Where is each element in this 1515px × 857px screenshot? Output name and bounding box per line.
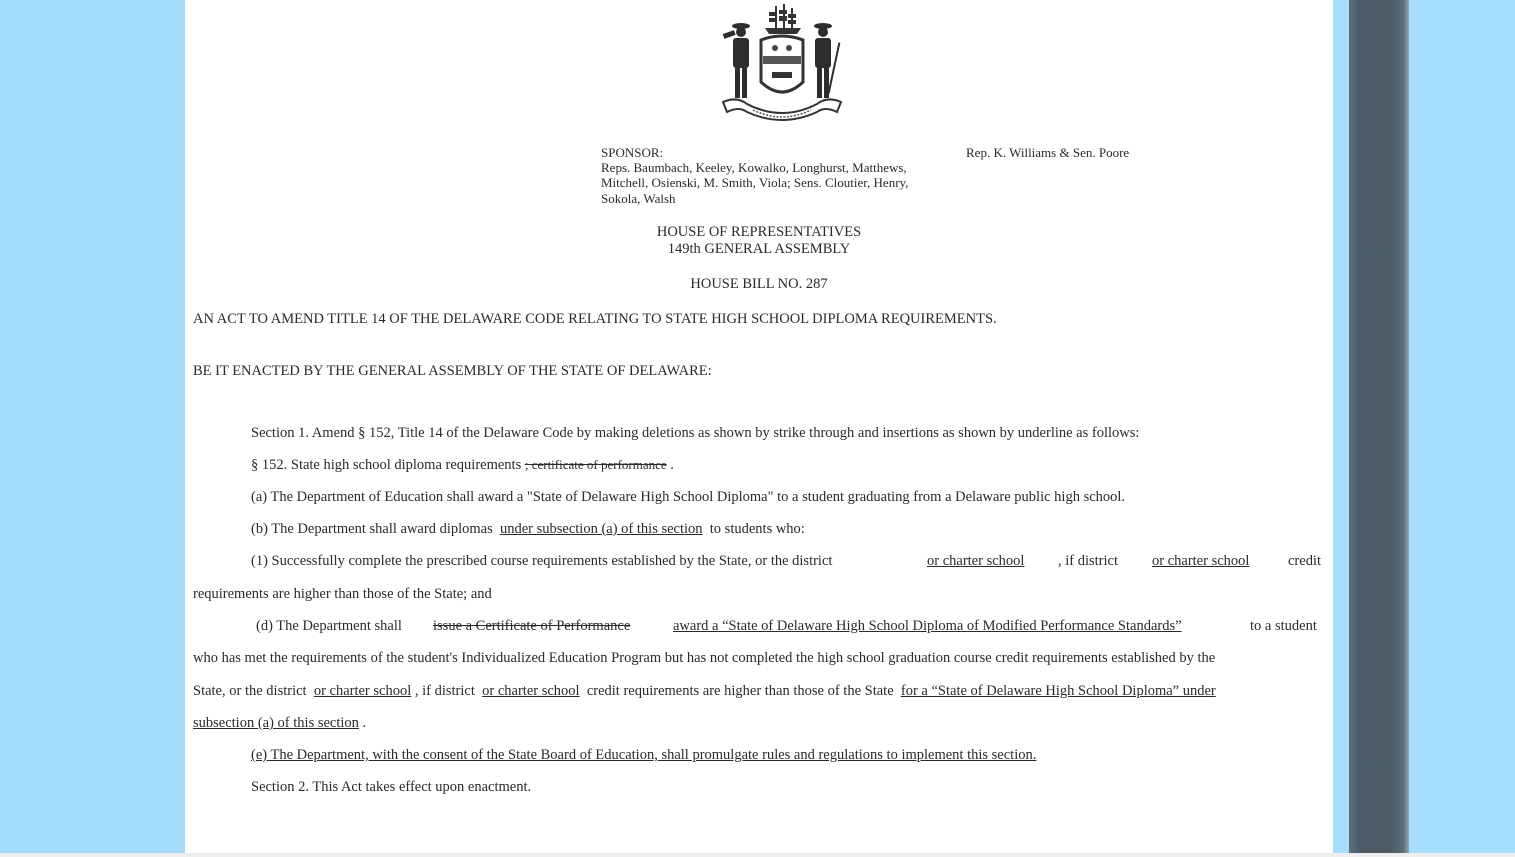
- d-line4-end: .: [362, 715, 367, 731]
- inserted-text: or charter school: [927, 553, 1025, 569]
- inserted-text: or charter school: [313, 683, 412, 699]
- bill-number: HOUSE BILL NO. 287: [690, 276, 828, 292]
- subsection-d-line2: who has met the requirements of the student's Individualized Education Program but has not completed the high school graduation course credit requirements established by the: [193, 650, 1216, 666]
- paragraph-1-line2: requirements are higher than those of the State; and: [193, 586, 492, 602]
- subsection-e: (e) The Department, with the consent of the State Board of Education, shall promulgate rules and regulations to implement this section.: [251, 747, 1037, 763]
- chamber-heading: HOUSE OF REPRESENTATIVES: [656, 224, 862, 240]
- enacting-clause: BE IT ENACTED BY THE GENERAL ASSEMBLY OF THE STATE OF DELAWARE:: [193, 363, 712, 379]
- p1-mid: , if district: [1058, 553, 1119, 569]
- paragraph-1-line1: [251, 553, 832, 569]
- inserted-text: subsection (a) of this section: [193, 715, 359, 731]
- subsection-b: [251, 521, 805, 537]
- document-page: [185, 0, 1333, 853]
- bottom-strip: [0, 853, 1515, 857]
- heading-text: § 152. State high school diploma requirements: [251, 457, 522, 473]
- background-left: [0, 0, 185, 853]
- subsection-d-line3: [193, 683, 1216, 699]
- assembly-heading: 149th GENERAL ASSEMBLY: [667, 241, 851, 257]
- section-heading: [251, 457, 674, 473]
- subsection-b-end: to students who:: [709, 521, 805, 537]
- subsection-b-start: (b) The Department shall award diplomas: [251, 521, 493, 537]
- subsection-d-start: (d) The Department shall: [256, 618, 402, 634]
- sponsor-block: [601, 145, 908, 206]
- d-line3-text: credit requirements are higher than those of the State: [586, 683, 894, 699]
- struck-text: issue a Certificate of Performance: [433, 618, 631, 634]
- subsection-d-line4: [193, 715, 366, 731]
- d-line3-text: , if district: [414, 683, 475, 699]
- primary-sponsors: Rep. K. Williams & Sen. Poore: [966, 145, 1130, 160]
- inserted-text: or charter school: [482, 683, 580, 699]
- inserted-text: for a “State of Delaware High School Diploma” under: [900, 683, 1216, 699]
- section1-intro: Section 1. Amend § 152, Title 14 of the Delaware Code by making deletions as shown by strike through and insertions as shown by underline as follows:: [251, 425, 1140, 441]
- p1-start: (1) Successfully complete the prescribed course requirements established by the State, or the district: [251, 553, 833, 569]
- bill-title: AN ACT TO AMEND TITLE 14 OF THE DELAWARE CODE RELATING TO STATE HIGH SCHOOL DIPLOMA REQUIREMENTS.: [193, 311, 997, 327]
- inserted-text: under subsection (a) of this section: [499, 521, 703, 537]
- sponsor-line: Sokola, Walsh: [601, 190, 676, 206]
- subsection-a: (a) The Department of Education shall award a "State of Delaware High School Diploma" to a student graduating from a Delaware public high school.: [251, 489, 1126, 505]
- struck-text: ; certificate of performance: [524, 457, 667, 472]
- inserted-text: or charter school: [1152, 553, 1250, 569]
- sponsor-label: SPONSOR:: [601, 145, 664, 160]
- p1-end: credit: [1288, 553, 1322, 569]
- inserted-text: award a “State of Delaware High School Diploma of Modified Performance Standards”: [673, 618, 1182, 634]
- sponsor-line: Reps. Baumbach, Keeley, Kowalko, Longhurst, Matthews,: [601, 160, 907, 176]
- delaware-state-seal-icon: [717, 2, 847, 124]
- background-pole: [1349, 0, 1409, 853]
- subsection-d-end: to a student: [1250, 618, 1317, 634]
- heading-end: .: [670, 457, 674, 473]
- sponsor-line: Mitchell, Osienski, M. Smith, Viola; Sens. Cloutier, Henry,: [601, 175, 909, 191]
- d-line3-text: State, or the district: [193, 683, 307, 699]
- section2: Section 2. This Act takes effect upon enactment.: [251, 779, 532, 795]
